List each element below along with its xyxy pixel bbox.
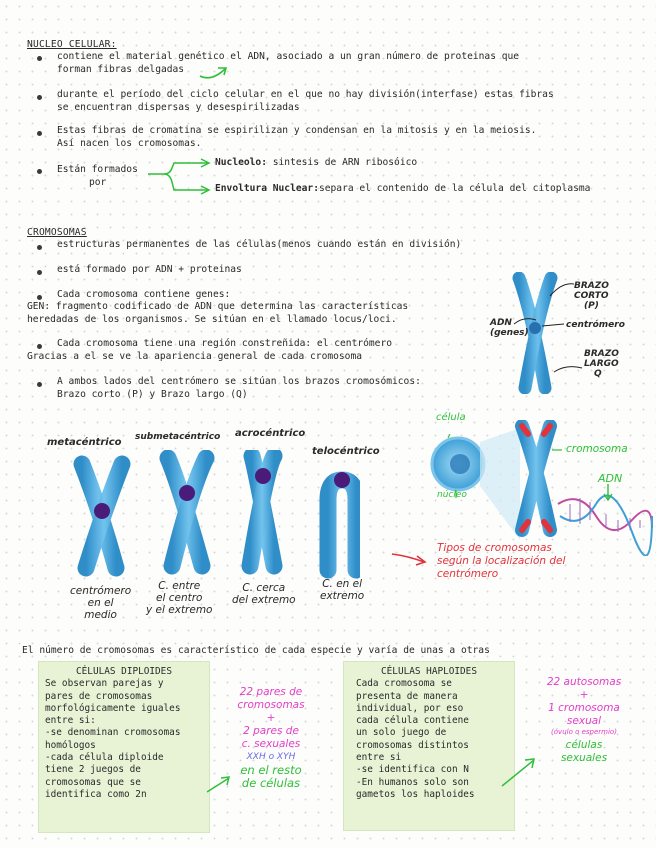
celula-label: célula <box>436 412 466 423</box>
line: homólogos <box>45 739 96 751</box>
pointer-line <box>552 360 586 376</box>
adn-label-2: ADN <box>598 472 623 485</box>
nucleolo-text: sintesis de ARN ribosóico <box>266 157 418 168</box>
line: Se observan parejas y <box>45 678 164 690</box>
line: por <box>89 176 107 188</box>
green-arrow-icon <box>205 772 235 794</box>
type-label-telocentrico: telocéntrico <box>312 446 380 457</box>
list-item <box>57 125 536 150</box>
gen-definition <box>27 301 408 326</box>
caption-acrocentrico <box>232 582 296 606</box>
line: Estas fibras de cromatina se espirilizan y condensan en la mitosis y en la meiosis. <box>57 125 537 136</box>
line: c. sexuales <box>241 738 301 750</box>
line: 2 pares de <box>243 725 299 737</box>
line: sexual <box>566 715 602 727</box>
line: células <box>565 739 603 751</box>
line: en el <box>87 597 114 609</box>
line: y el extremo <box>146 604 213 616</box>
caption-telocentrico <box>320 578 364 602</box>
haploid-title: CÉLULAS HAPLOIDES <box>381 666 477 677</box>
cromosoma-label: cromosoma <box>566 443 628 455</box>
line: -En humanos solo son <box>356 776 469 788</box>
line: medio <box>84 609 117 621</box>
section-title-cromosomas: CROMOSOMAS <box>27 227 87 238</box>
pointer-line <box>512 314 542 328</box>
list-item <box>57 89 554 114</box>
line: Brazo corto (P) y Brazo largo (Q) <box>57 388 248 400</box>
acrocentric-chromosome <box>250 456 274 566</box>
line: -se denominan cromosomas <box>45 727 181 739</box>
bullet <box>37 95 42 100</box>
line: 22 pares de <box>239 686 303 698</box>
line: en el resto <box>240 763 302 777</box>
line: 1 cromosoma <box>548 702 620 714</box>
envoltura-label: Envoltura Nuclear: <box>215 183 319 194</box>
line: + <box>579 689 589 701</box>
line: cromosomas que se <box>45 776 141 788</box>
section-title-nucleo: NUCLEO CELULAR: <box>27 39 117 50</box>
line: Cada cromosoma se <box>356 678 452 690</box>
envoltura-def <box>215 183 590 194</box>
list-item: Cada cromosoma contiene genes: <box>57 289 231 300</box>
line: contiene el material genético el ADN, asociado a un gran número de proteinas que <box>57 51 520 62</box>
line: entre si: <box>45 715 96 727</box>
nucleolo-def <box>215 157 417 168</box>
line: centrómero <box>437 568 499 580</box>
line: identifica como 2n <box>45 788 147 800</box>
line: -se identifica con N <box>356 764 469 776</box>
line: un solo juego de <box>356 727 447 739</box>
line: de células <box>241 776 301 790</box>
centromero-label: centrómero <box>566 320 625 330</box>
line: se encuentran dispersas y desespirilizadas <box>57 101 300 113</box>
line: (óvulo o espermio) <box>551 728 617 736</box>
line: según la localización del <box>437 555 566 567</box>
formados-text <box>57 164 138 189</box>
line: Están formados <box>57 164 138 175</box>
line: pares de cromosomas <box>45 690 153 702</box>
line: cada célula contiene <box>356 715 469 727</box>
line: Así nacen los cromosomas. <box>57 137 202 149</box>
line: BRAZO <box>584 349 619 359</box>
line: del extremo <box>232 594 296 606</box>
line: (genes) <box>490 328 529 338</box>
metacentric-chromosome <box>82 464 122 568</box>
diploid-title: CÉLULAS DIPLOIDES <box>76 666 172 677</box>
brazos-text <box>57 376 421 401</box>
centromero-text <box>27 338 392 363</box>
pointer-line <box>540 320 568 330</box>
bullet <box>37 270 42 275</box>
line: Gracias a el se ve la apariencia general de cada cromosoma <box>27 350 363 362</box>
type-label-submetacentrico: submetacéntrico <box>135 432 221 442</box>
cell-dna-diagram <box>420 420 656 556</box>
chromosome-types <box>60 450 360 580</box>
diploid-text <box>39 678 209 801</box>
line: individual, por eso <box>356 702 464 714</box>
line: forman fibras delgadas <box>57 63 185 75</box>
nucleolo-label: Nucleolo: <box>215 157 267 168</box>
haploid-note <box>528 676 640 765</box>
line: -cada célula diploide <box>45 752 164 764</box>
nucleo-label: núcleo <box>437 490 467 500</box>
line: C. cerca <box>242 582 286 594</box>
check-arrow-icon <box>196 62 232 84</box>
line: el centro <box>156 592 203 604</box>
line: Q <box>594 369 602 379</box>
telocentric-chromosome <box>328 472 356 570</box>
line: durante el período del ciclo celular en el que no hay división(interfase) estas fibras <box>57 89 554 100</box>
species-sentence: El número de cromosomas es característico de cada especie y varía de unas a otras <box>22 645 490 656</box>
line: A ambos lados del centrómero se sitúan los brazos cromosómicos: <box>57 376 421 387</box>
line: heredadas de los organismos. Se sitúan en el llamado locus/loci. <box>27 313 397 325</box>
envoltura-text: separa el contenido de la célula del citoplasma <box>318 183 591 194</box>
bullet <box>37 56 42 61</box>
bullet <box>37 131 42 136</box>
caption-submetacentrico <box>146 580 213 616</box>
line: GEN: fragmento codificado de ADN que determina las características <box>27 301 409 312</box>
line: XXH o XYH <box>246 752 296 762</box>
bullet <box>37 382 42 387</box>
submetacentric-chromosome <box>168 458 206 566</box>
list-item <box>57 51 519 76</box>
line: cromosomas <box>237 699 305 711</box>
line: extremo <box>320 590 365 602</box>
list-item: estructuras permanentes de las células(menos cuando están en división) <box>57 239 462 250</box>
branch-arrow-icon <box>146 158 216 202</box>
line: sexuales <box>560 752 608 764</box>
line: (P) <box>584 301 599 311</box>
diploid-box <box>38 661 210 833</box>
line: Tipos de cromosomas <box>437 542 552 554</box>
line: morfológicamente iguales <box>45 702 181 714</box>
line: Cada cromosoma tiene una región constreñida: el centrómero <box>57 338 393 349</box>
line: cromosomas distintos <box>356 739 469 751</box>
line: CORTO <box>574 291 609 301</box>
bullet <box>37 295 42 300</box>
line: 22 autosomas <box>546 676 622 688</box>
line: presenta de manera <box>356 690 458 702</box>
line: C. entre <box>158 580 201 592</box>
caption-metacentrico <box>70 585 131 621</box>
line: BRAZO <box>574 281 609 291</box>
haploid-text <box>344 678 514 801</box>
line: tiene 2 juegos de <box>45 764 141 776</box>
line: gametos los haploides <box>356 788 475 800</box>
bullet <box>37 245 42 250</box>
brazo-corto-label <box>574 281 609 311</box>
brazo-largo-label <box>584 349 619 379</box>
line: centrómero <box>70 585 132 597</box>
green-arrow-icon <box>500 754 540 788</box>
line: LARGO <box>584 359 619 369</box>
line: C. en el <box>322 578 363 590</box>
haploid-box <box>343 661 515 831</box>
line: + <box>266 712 276 724</box>
line: ADN <box>490 318 512 328</box>
list-item: está formado por ADN + proteinas <box>57 264 242 275</box>
type-label-acrocentrico: acrocéntrico <box>235 428 306 439</box>
bullet <box>37 169 42 174</box>
type-label-metacentrico: metacéntrico <box>47 437 122 448</box>
line: entre si <box>356 752 402 764</box>
